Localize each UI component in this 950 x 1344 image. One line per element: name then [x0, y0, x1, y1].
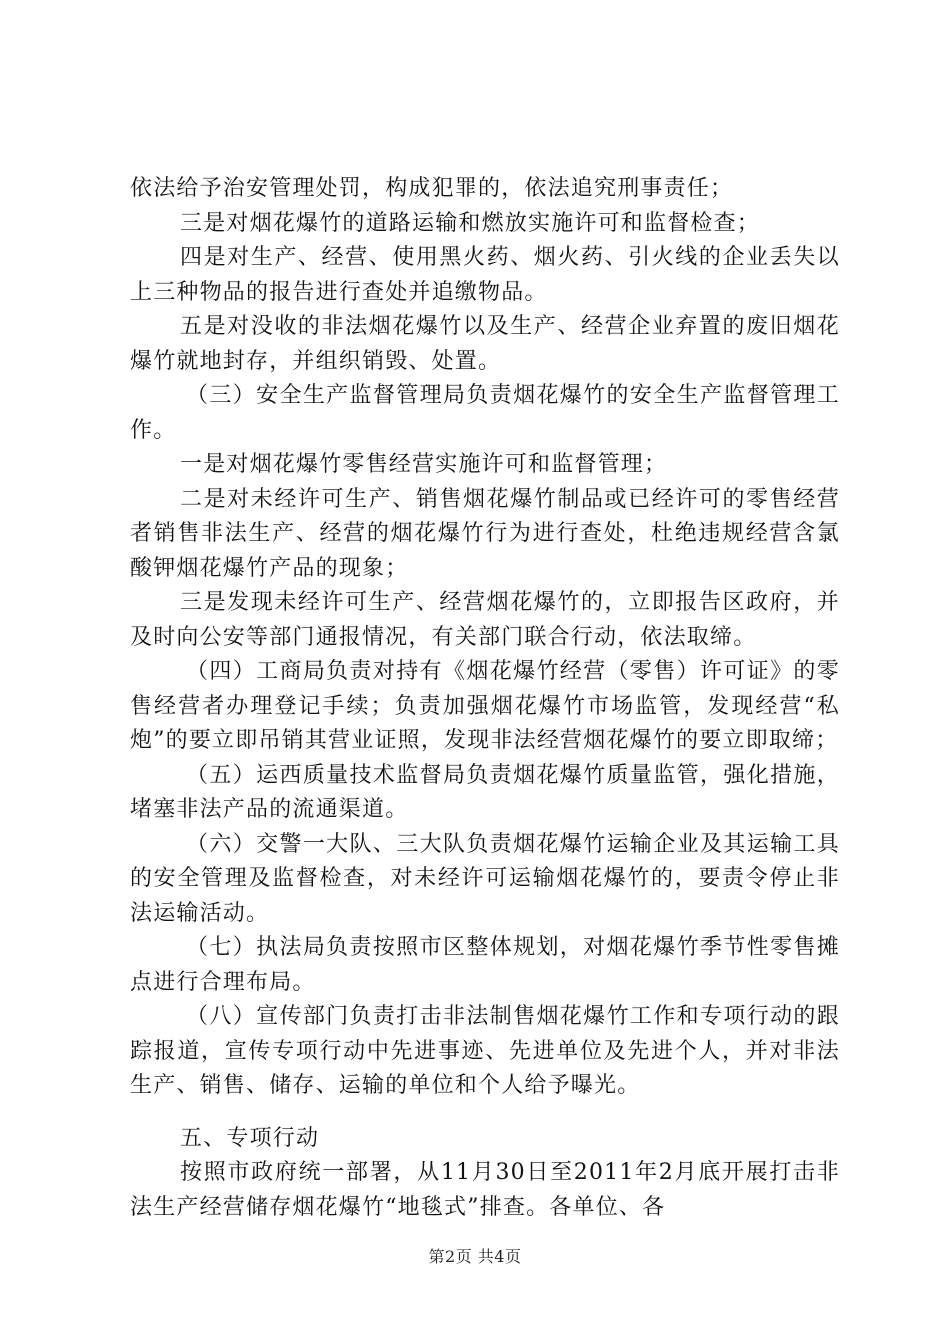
paragraph-special-action-body: 按照市政府统一部署，从11月30日至2011年2月底开展打击非法生产经营储存烟花爆竹“地毯式”排查。各单位、各 [130, 1160, 840, 1220]
page-number-footer: 第2页 共4页 [428, 1247, 522, 1266]
paragraph-item-retail-license: 一是对烟花爆竹零售经营实施许可和监督管理； [180, 452, 668, 477]
paragraph-continuation: 依法给予治安管理处罚，构成犯罪的，依法追究刑事责任； [130, 176, 734, 201]
paragraph-gap [130, 1104, 840, 1122]
paragraph-item-confiscated: 五是对没收的非法烟花爆竹以及生产、经营企业弃置的废旧烟花爆竹就地封存，并组织销毁、处置。 [130, 314, 840, 374]
paragraph-section-commerce-bureau: （四）工商局负责对持有《烟花爆竹经营（零售）许可证》的零售经营者办理登记手续；负责加强烟花爆竹市场监管，发现经营“私炮”的要立即吊销其营业证照，发现非法经营烟花爆竹的要立即取缔； [130, 659, 840, 753]
paragraph-section-publicity: （八）宣传部门负责打击非法制售烟花爆竹工作和专项行动的跟踪报道，宣传专项行动中先进事迹、先进单位及先进个人，并对非法生产、销售、储存、运输的单位和个人给予曝光。 [130, 1004, 840, 1098]
paragraph-item-road-transport: 三是对烟花爆竹的道路运输和燃放实施许可和监督检查； [180, 210, 761, 236]
paragraph-section-quality-bureau: （五）运西质量技术监督局负责烟花爆竹质量监管，强化措施，堵塞非法产品的流通渠道。 [130, 762, 840, 822]
paragraph-section-safety-bureau: （三）安全生产监督管理局负责烟花爆竹的安全生产监督管理工作。 [130, 383, 840, 443]
paragraph-item-unlicensed-sales: 二是对未经许可生产、销售烟花爆竹制品或已经许可的零售经营者销售非法生产、经营的烟花爆竹行为进行查处，杜绝违规经营含氯酸钾烟花爆竹产品的现象； [130, 486, 840, 581]
section-heading-special-action: 五、专项行动 [180, 1125, 320, 1151]
paragraph-item-report-ban: 三是发现未经许可生产、经营烟花爆竹的，立即报告区政府，并及时向公安等部门通报情况，有关部门联合行动，依法取缔。 [130, 590, 840, 650]
paragraph-item-lost-materials: 四是对生产、经营、使用黑火药、烟火药、引火线的企业丢失以上三种物品的报告进行查处并追缴物品。 [130, 245, 840, 305]
paragraph-section-traffic-police: （六）交警一大队、三大队负责烟花爆竹运输企业及其运输工具的安全管理及监督检查，对未经许可运输烟花爆竹的，要责令停止非法运输活动。 [130, 831, 840, 926]
paragraph-section-enforcement-bureau: （七）执法局负责按照市区整体规划，对烟花爆竹季节性零售摊点进行合理布局。 [130, 935, 840, 995]
document-body [130, 172, 840, 1225]
